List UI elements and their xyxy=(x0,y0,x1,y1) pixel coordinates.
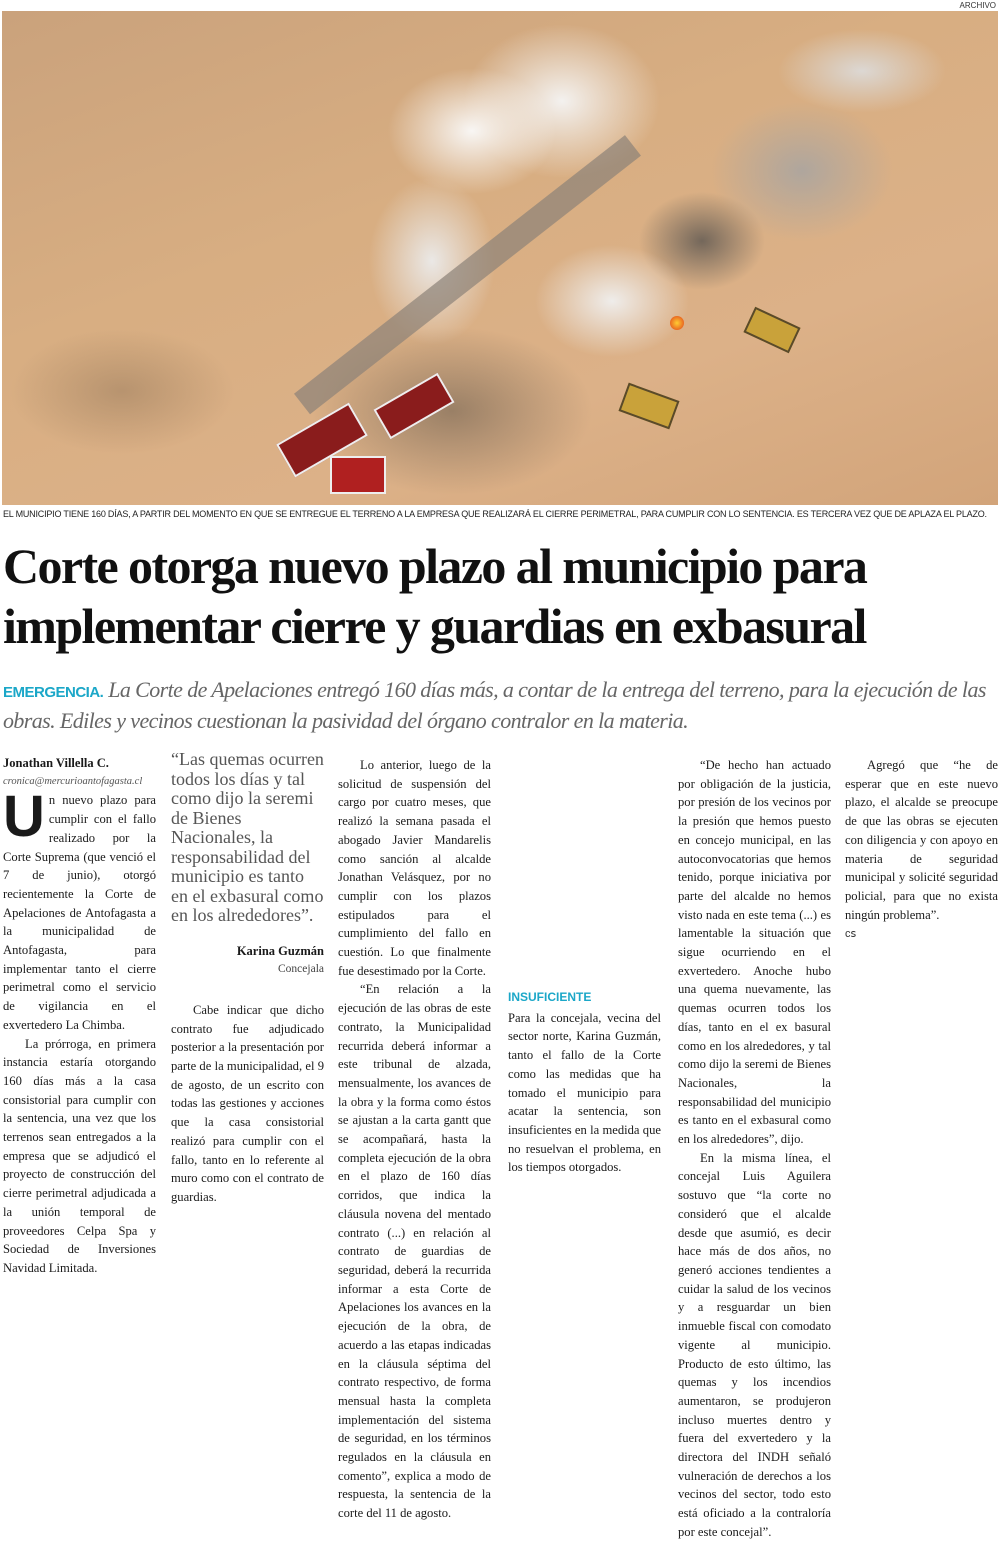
photo-road xyxy=(294,135,641,414)
paragraph: En la misma línea, el concejal Luis Aguilera sostuvo que “la corte no consideró que el alcalde desde que asumió, es decir hace más de dos años, no generó acciones tendientes a cuidar la salud de los vecinos y a resguardar un bien inmueble fiscal con comodato vigente al municipio. Producto de esto último, las quemas y los incendios aumentaron, se produjeron incluso muertes dentro y fuera del exvertedero y la directora del INDH señaló vulneración de derechos a los vecinos del sector, todo esto está oficiado a la contraloría por este concejal”. xyxy=(678,1150,831,1539)
photo-caption: EL MUNICIPIO TIENE 160 DÍAS, A PARTIR DEL MOMENTO EN QUE SE ENTREGUE EL TERRENO A LA EMPRESA QUE REALIZARÁ EL CIERRE PERIMETRAL, PARA CUMPLIR CON LO SENTENCIA. ES TERCERA VEZ QUE DE APLAZA EL PLAZO. xyxy=(3,509,987,519)
fire-truck xyxy=(373,373,454,439)
headline xyxy=(3,536,997,656)
column-6 xyxy=(845,756,998,944)
subhead: INSUFICIENTE xyxy=(508,990,592,1004)
headline-line-1: Corte otorga nuevo plazo al municipio para xyxy=(3,538,867,594)
deck-text: La Corte de Apelaciones entregó 160 días más, a contar de la entrega del terreno, para la ejecución de las obras. Ediles y vecinos cuestionan la pasividad del órgano contralor en la materia. xyxy=(3,677,986,733)
paragraph: Para la concejala, vecina del sector norte, Karina Guzmán, tanto el fallo de la Corte como las medidas que ha tomado el municipio para acatar la sentencia, son insuficientes en la medida que no resuelvan el problema, en los tiempos otorgados. xyxy=(508,1010,661,1175)
pull-quote: “Las quemas ocurren todos los días y tal como dijo la seremi de Bienes Nacionales, la responsabilidad del municipio es tanto en el exbasural como en los alrededores”. xyxy=(171,749,324,925)
paragraph: “En relación a la ejecución de las obras de este contrato, la Municipalidad recurrida deberá informar a este tribunal de alzada, mensualmente, los avances de la obra y la forma como éstos se ajustan a la carta gantt que se acompañará, hasta la completa ejecución de la obra en el plazo de 160 días corridos, que indica la cláusula novena del mentado contrato (...) en relación al contrato de guardias de seguridad, deberá la recurrida informar a esta Corte de Apelaciones los avances en la ejecución de la obra, de acuerdo a las etapas indicadas en la cláusula séptima del contrato respectivo, de forma mensual hasta la completa implementación del sistema de seguridad, en los términos regulados en la cláusula en comento”, explica a modo de respuesta, la sentencia de la corte del 11 de agosto. xyxy=(338,982,491,1521)
paragraph: n nuevo plazo para cumplir con el fallo realizado por la Corte Suprema (que venció el 7 de junio), otorgó recientemente la Corte de Apelaciones de Antofagasta a la municipalidad de Antofagasta, para implementar tanto el cierre perimetral como el servicio de vigilancia en el exvertedero La Chimba. xyxy=(3,793,156,1032)
paragraph: La prórroga, en primera instancia estaría otorgando 160 días más a la casa consistorial para cumplir con la sentencia, una vez que los terrenos sean entregados a la empresa que se adjudicó el proyecto de construcción del cierre perimetral adjudicada a la unión temporal de proveedores Celpa Spa y Sociedad de Inversiones Navidad Limitada. xyxy=(3,1036,156,1275)
trailer xyxy=(330,456,386,494)
paragraph: Lo anterior, luego de la solicitud de suspensión del cargo por cuatro meses, que realizó la semana pasada el abogado Javier Mandarelis como sanción al alcalde Jonathan Velásquez, por no cumplir con los plazos estipulados para el cumplimiento del fallo en cuestión. Lo que finalmente fue desestimado por la Corte. xyxy=(338,758,491,978)
byline-author: Jonathan Villella C. xyxy=(3,756,109,770)
column-2 xyxy=(171,750,324,1207)
deck-kicker: EMERGENCIA. xyxy=(3,684,104,701)
paragraph: “De hecho han actuado por obligación de la justicia, por presión de los vecinos por la presión que hemos puesto en concejo municipal, en las autoconvocatorias que hemos tenido, porque iniciativa por parte del alcalde no hemos visto nada en este tema (...) es lamentable la situación que sigue ocurriendo en el exvertedero. Anoche hubo una quema nuevamente, las quemas ocurren todos los días, tanto en el ex basural como en los alrededores, y tal como dijo la seremi de Bienes Nacionales, la responsabilidad del municipio es tanto en el exbasural como en los alrededores”, dijo. xyxy=(678,758,831,1147)
pull-quote-role: Concejala xyxy=(278,963,324,976)
column-5 xyxy=(678,756,831,1542)
loader xyxy=(618,383,679,430)
article-photo xyxy=(2,11,998,505)
deck xyxy=(3,676,997,735)
end-mark-icon: ᴄꜱ xyxy=(845,928,857,941)
paragraph: Agregó que “he de esperar que en este nuevo plazo, el alcalde se preocupe de que las obras se ejecuten con diligencia y con apoyo en materia de seguridad municipal y solicité seguridad policial, para que no exista ningún problema”. xyxy=(845,758,998,922)
photo-credit: ARCHIVO xyxy=(959,1,996,10)
byline-email[interactable]: cronica@mercurioantofagasta.cl xyxy=(3,775,143,787)
headline-line-2: implementar cierre y guardias en exbasural xyxy=(3,598,866,654)
fire xyxy=(670,316,684,330)
pull-quote-author: Karina Guzmán xyxy=(236,943,324,958)
drop-cap: U xyxy=(3,784,45,850)
loader xyxy=(743,307,800,354)
column-3 xyxy=(338,756,491,1523)
column-1 xyxy=(3,754,156,1278)
paragraph: Cabe indicar que dicho contrato fue adjudicado posterior a la presentación por parte de la municipalidad, el 9 de agosto, de un escrito con todas las gestiones y acciones que la casa consistorial realizó para cumplir con el fallo, tanto en lo referente al muro como con el contrato de guardias. xyxy=(171,1002,324,1204)
